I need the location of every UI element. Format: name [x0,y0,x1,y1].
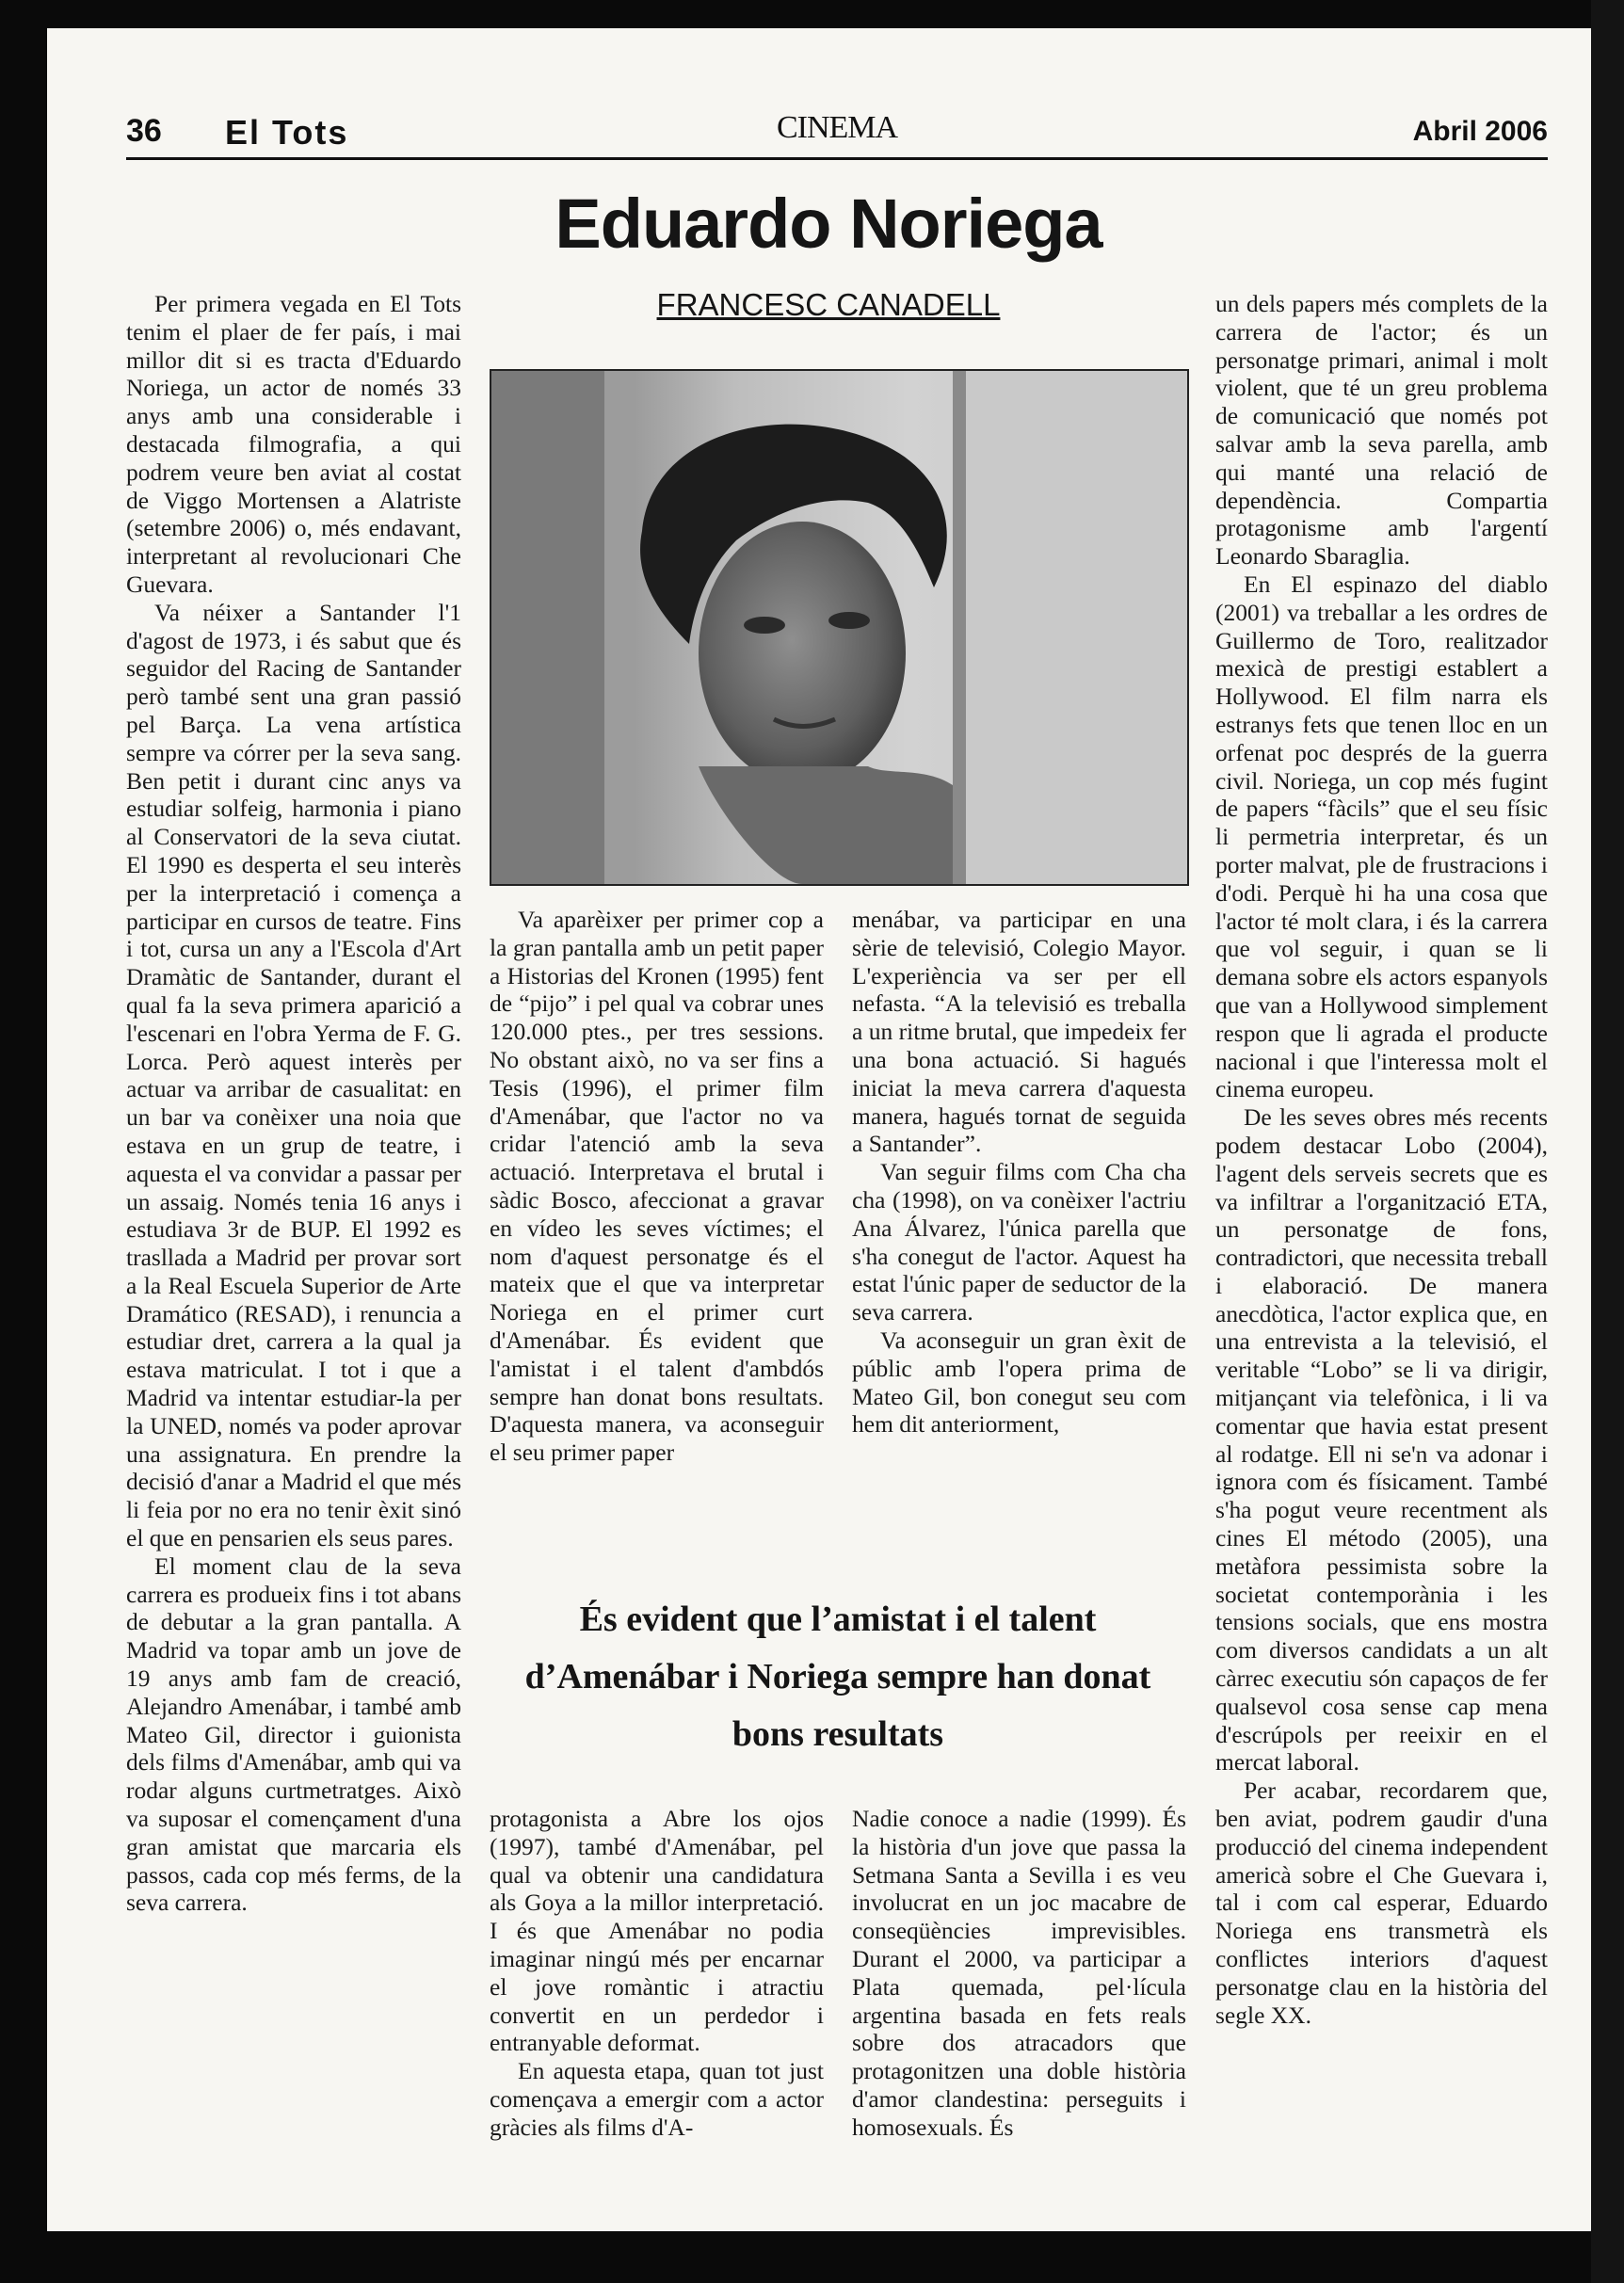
paragraph: protagonista a Abre los ojos (1997), també d'Amenábar, pel qual va obtenir una candidatura als Goya a la millor interpretació. I és que Amenábar no podia imaginar ningú més per encarnar el jove romàntic i atractiu convertit en un perdedor i entranyable deformat. [490,1805,824,2057]
column-4 [1215,290,1548,2029]
pull-quote: És evident que l’amistat i el talent d’Amenábar i Noriega sempre han donat bons resultats [524,1600,1151,1754]
paragraph: El moment clau de la seva carrera es produeix fins i tot abans de debutar a la gran pantalla. A Madrid va topar amb un jove de 19 anys amb fam de creació, Alejandro Amenábar, i també amb Mateo Gil, director i guionista dels films d'Amenábar, amb qui va rodar alguns curtmetratges. Això va suposar el començament d'una gran amistat que marcaria els passos, cada cop més ferms, de la seva carrera. [126,1551,461,1917]
paragraph: Va aparèixer per primer cop a la gran pantalla amb un petit paper a Historias del Kronen (1995) fent de “pijo” i pel qual va cobrar unes 120.000 ptes., per tres sessions. No obstant això, no va ser fins a Tesis (1996), el primer film d'Amenábar, que l'actor no va cridar l'atenció amb la seva actuació. Interpretava el brutal i sàdic Bosco, afeccionat a gravar en vídeo les seves víctimes; el nom d'aquest personatge és el mateix que el que va interpretar Noriega en el primer curt d'Amenábar. És evident que l'amistat i el talent d'ambdós sempre han donat bons resultats. D'aquesta manera, va aconseguir el seu primer paper [490,906,824,1467]
paragraph: Per primera vegada en El Tots tenim el plaer de fer país, i mai millor dit si es tracta d'Eduardo Noriega, un actor de només 33 anys amb una considerable i destacada filmografia, a qui podrem veure ben aviat al costat de Viggo Mortensen a Alatriste (setembre 2006) o, més endavant, interpretant al revolucionari Che Guevara. [126,290,461,598]
page-header [126,108,1548,157]
header-rule [126,157,1548,160]
column-3-upper [852,906,1186,1439]
column-2-upper [490,906,824,1467]
article-title: Eduardo Noriega [555,185,1102,263]
article-photo [490,369,1189,886]
paragraph: En El espinazo del diablo (2001) va treballar a les ordres de Guillermo de Toro, realitzador mexicà de prestigi establert a Hollywood. El film narra els estranys fets que tenen lloc en un orfenat poc després de la guerra civil. Noriega, un cop més fugint de papers “fàcils” que el seu físic li permetria interpretar, és un porter malvat, ple de frustracions i d'odi. Perquè hi ha una cosa que l'actor té molt clara, i és la carrera que vol seguir, i quan se li demana sobre els actors espanyols que van a Hollywood simplement respon que li agrada el producte nacional i que l'interessa molt el cinema europeu. [1215,570,1548,1103]
issue-date: Abril 2006 [1412,116,1548,147]
paragraph: Va aconseguir un gran èxit de públic amb l'opera prima de Mateo Gil, bon conegut seu com hem dit anteriorment, [852,1326,1186,1439]
paragraph: Per acabar, recordarem que, ben aviat, podrem gaudir d'una producció del cinema independent americà sobre el Che Guevara i, tal i com cal esperar, Eduardo Noriega ens transmetrà els conflictes interiors d'aquest personatge clau en la història del segle XX. [1215,1777,1548,2029]
article-author: FRANCESC CANADELL [656,287,1001,322]
portrait-image [491,371,1187,884]
section-name: CINEMA [776,110,898,145]
paragraph: En aquesta etapa, quan tot just començava a emergir com a actor gràcies als films d'A- [490,2057,824,2141]
scan-edge [1591,0,1624,2283]
paragraph: Van seguir films com Cha cha cha (1998), on va conèixer l'actriu Ana Álvarez, l'única parella que s'ha conegut de l'actor. Aquest ha estat l'únic paper de seductor de la seva carrera. [852,1158,1186,1326]
page-number: 36 [126,113,162,149]
paragraph: Nadie conoce a nadie (1999). És la història d'un jove que passa la Setmana Santa a Sevilla i es veu involucrat en un joc macabre de conseqüències imprevisibles. Durant el 2000, va participar a Plata quemada, pel·lícula argentina basada en fets reals sobre dos atracadors que protagonitzen una doble història d'amor clandestina: perseguits i homosexuals. És [852,1805,1186,2141]
paragraph: menábar, va participar en una sèrie de televisió, Colegio Mayor. L'experiència va ser per ell nefasta. “A la televisió es treballa a un ritme brutal, que impedeix fer una bona actuació. Si hagués iniciat la meva carrera d'aquesta manera, hagués tornat de seguida a Santander”. [852,906,1186,1158]
paragraph: un dels papers més complets de la carrera de l'actor; és un personatge primari, animal i molt violent, que té un greu problema de comunicació que només pot salvar amb la seva parella, amb qui manté una relació de dependència. Compartia protagonisme amb l'argentí Leonardo Sbaraglia. [1215,290,1548,571]
paragraph: De les seves obres més recents podem destacar Lobo (2004), l'agent dels serveis secrets que es va infiltrar a l'organització ETA, un personatge de fons, contradictori, que necessita treball i elaboració. De manera anecdòtica, l'actor explica que, en una entrevista a la televisió, el veritable “Lobo” se li va dirigir, mitjançant via telefònica, i li va comentar que havia estat present al rodatge. Ell ni se'n va adonar i ignora com és físicament. També s'ha pogut veure recentment als cines El método (2005), una metàfora pessimista sobre la societat contemporània i les tensions socials, que ens mostra com diversos candidats a un alt càrrec executiu són capaços de fer qualsevol cosa sense cap mena d'escrúpols per reeixir en el mercat laboral. [1215,1103,1548,1777]
column-3-lower [852,1805,1186,2142]
column-2-lower [490,1805,824,2142]
column-1 [126,290,461,1917]
paragraph: Va néixer a Santander l'1 d'agost de 1973, i és sabut que és seguidor del Racing de Santander però també sent una gran passió pel Barça. La vena artística sempre va córrer per la seva sang. Ben petit i durant cinc anys va estudiar solfeig, harmonia i piano al Conservatori de la seva ciutat. El 1990 es desperta el seu interès per la interpretació i comença a participar en cursos de teatre. Fins i tot, cursa un any a l'Escola d'Art Dramàtic de Santander, durant el qual fa la seva primera aparició a l'escenari en l'obra Yerma de F. G. Lorca. Però aquest interès per actuar va arribar de casualitat: en un bar va conèixer una noia que estava en un grup de teatre, i aquesta el va convidar a passar per un assaig. Només tenia 16 anys i estudiava 3r de BUP. El 1992 es trasllada a Madrid per provar sort a la Real Escuela Superior de Arte Dramático (RESAD), i renuncia a estudiar dret, carrera a la qual ja estava matriculat. I tot i que a Madrid va intentar estudiar-la per la UNED, només va poder aprovar una assignatura. En prendre la decisió d'anar a Madrid el que més li feia por no era no tenir èxit sinó el que en pensarien els seus pares. [126,598,461,1552]
publication-name: El Tots [225,113,349,152]
